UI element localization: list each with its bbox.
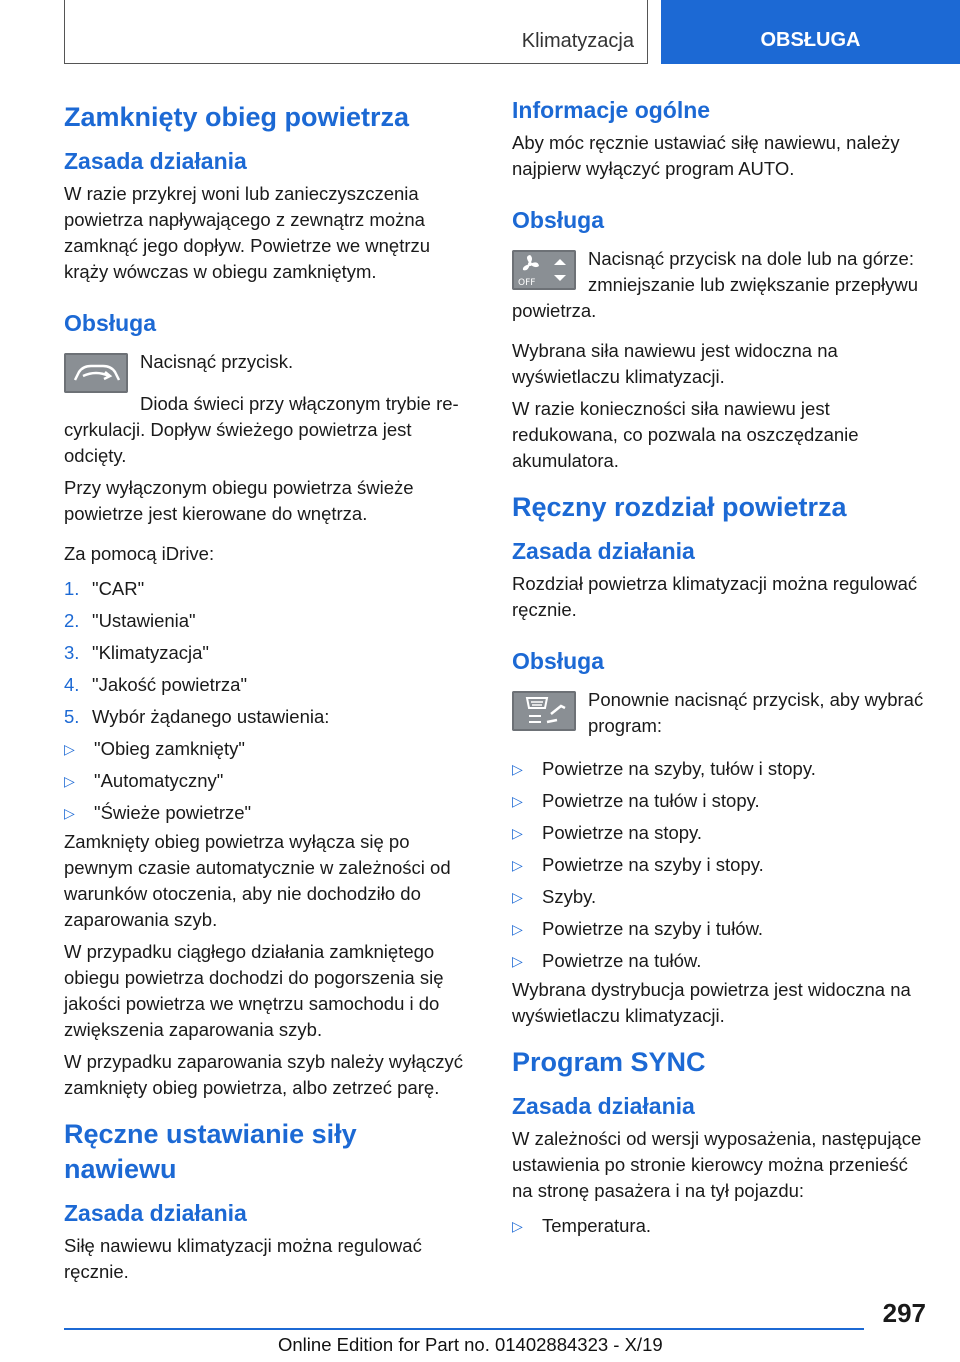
list-item: 5. Wybór żądanego ustawienia: [64, 705, 330, 727]
right-column [512, 96, 927, 1242]
subheading-general: Informacje ogólne [512, 97, 711, 123]
svg-text:OFF: OFF [518, 277, 536, 288]
list-item: 2. "Ustawienia" [64, 609, 196, 631]
paragraph-led-rest: cyrkulacji. Dopływ świeżego powietrza jest odcięty. [64, 418, 412, 466]
distribution-options [512, 753, 927, 977]
page-number: 297 [882, 1298, 926, 1328]
paragraph-fan-first: Nacisnąć przycisk na dole lub na górze: zmniejszanie lub zwiększanie przepływu [588, 247, 919, 295]
list-item: 3. "Klimatyzacja" [64, 641, 209, 663]
section-title-sync: Program SYNC [512, 1046, 706, 1077]
footer-edition: Online Edition for Part no. 01402884323 - X/19 [278, 1334, 663, 1355]
paragraph: W przypadku zaparowania szyb należy wyłączyć zamknięty obieg powietrza, albo zetrzeć parę. [64, 1050, 463, 1098]
idrive-steps [64, 573, 464, 733]
list-item: ▷ Powietrze na szyby i stopy. [512, 849, 927, 881]
triangle-bullet-icon: ▷ [64, 772, 75, 789]
list-item: 1. "CAR" [64, 577, 145, 599]
subheading-operation: Obsługa [64, 309, 157, 336]
subheading-principle: Zasada działania [64, 148, 247, 175]
list-item: ▷ Powietrze na szyby, tułów i stopy. [512, 753, 927, 785]
triangle-bullet-icon: ▷ [64, 740, 75, 757]
paragraph: Ponownie nacisnąć przycisk, aby wybrać program: [588, 688, 924, 736]
paragraph: W zależności od wersji wyposażenia, następujące ustawienia po stronie kierowcy można przenieść na stronę pasażera i na tył pojazdu: [512, 1127, 922, 1201]
paragraph: Nacisnąć przycisk. [140, 350, 294, 372]
list-item: ▷ Powietrze na tułów i stopy. [512, 785, 927, 817]
paragraph: Wybrana dystrybucja powietrza jest widoczna na wyświetlaczu klimatyzacji. [512, 978, 911, 1026]
subheading-principle: Zasada działania [512, 1092, 695, 1119]
section-title-distribution: Ręczny rozdział powietrza [512, 491, 847, 522]
footer-divider [64, 1328, 864, 1330]
list-item: ▷ Powietrze na tułów. [512, 945, 927, 977]
list-item: ▷ Powietrze na stopy. [512, 817, 927, 849]
air-distribution-button-icon [512, 691, 576, 731]
subheading-operation: Obsługa [512, 647, 605, 674]
subheading-principle: Zasada działania [64, 1200, 247, 1227]
sync-options [512, 1210, 927, 1242]
list-item: 4. "Jakość powietrza" [64, 673, 248, 695]
triangle-bullet-icon: ▷ [512, 856, 523, 873]
triangle-bullet-icon: ▷ [512, 1217, 523, 1234]
chapter-label: OBSŁUGA [760, 29, 861, 51]
triangle-bullet-icon: ▷ [512, 952, 523, 969]
paragraph: W razie przykrej woni lub zanieczyszczenia powietrza napływającego z zewnątrz można zamknąć jego dopływ. Powietrze we wnętrzu krąży wówczas w obiegu zamkniętym. [64, 182, 431, 282]
triangle-bullet-icon: ▷ [512, 792, 523, 809]
list-item: ▷ Temperatura. [512, 1210, 927, 1242]
list-item: ▷ Powietrze na szyby i tułów. [512, 913, 927, 945]
icon-row-fan [512, 246, 927, 298]
triangle-bullet-icon: ▷ [512, 824, 523, 841]
triangle-bullet-icon: ▷ [512, 760, 523, 777]
paragraph: Przy wyłączonym obiegu powietrza świeże powietrze jest kierowane do wnętrza. [64, 476, 414, 524]
paragraph-led-first: Dioda świeci przy włączonym trybie re- [140, 392, 459, 414]
list-item: ▷ "Automatyczny" [64, 765, 464, 797]
fan-button-icon [512, 250, 576, 290]
paragraph: W razie konieczności siła nawiewu jest redukowana, co pozwala na oszczędzanie akumulatora. [512, 397, 859, 471]
paragraph: Siłę nawiewu klimatyzacji można regulować ręcznie. [64, 1234, 422, 1282]
paragraph: Rozdział powietrza klimatyzacji można regulować ręcznie. [512, 572, 918, 620]
paragraph: Wybrana siła nawiewu jest widoczna na wyświetlaczu klimatyzacji. [512, 339, 838, 387]
subheading-principle: Zasada działania [512, 537, 695, 564]
recirculation-button-icon [64, 353, 128, 393]
icon-row-distribution [512, 687, 927, 745]
paragraph: Za pomocą iDrive: [64, 542, 215, 564]
icon-row-recirculation [64, 349, 464, 393]
setting-options [64, 733, 464, 829]
list-item: ▷ "Obieg zamknięty" [64, 733, 464, 765]
section-title-recirculation: Zamknięty obieg powietrza [64, 102, 410, 132]
paragraph: Aby móc ręcznie ustawiać siłę nawiewu, należy najpierw wyłączyć program AUTO. [512, 131, 900, 179]
triangle-bullet-icon: ▷ [64, 804, 75, 821]
header-section: Klimatyzacja [521, 30, 634, 52]
left-column [64, 100, 464, 1291]
subheading-operation: Obsługa [512, 206, 605, 233]
paragraph: Zamknięty obieg powietrza wyłącza się po pewnym czasie automatycznie w zależności od warunków otoczenia, aby nie dochodziło do zaparowania szyb. [64, 830, 451, 930]
list-item: ▷ "Świeże powietrze" [64, 797, 464, 829]
triangle-bullet-icon: ▷ [512, 888, 523, 905]
paragraph: W przypadku ciągłego działania zamkniętego obiegu powietrza dochodzi do pogorszenia się jakości powietrza we wnętrzu samochodu i do zwiększenia zaparowania szyb. [64, 940, 444, 1040]
list-item: ▷ Szyby. [512, 881, 927, 913]
section-title-blower: Ręczne ustawianie siły nawiewu [64, 1118, 357, 1184]
header-chapter [661, 0, 960, 64]
paragraph-fan-rest: powietrza. [512, 299, 597, 321]
triangle-bullet-icon: ▷ [512, 920, 523, 937]
